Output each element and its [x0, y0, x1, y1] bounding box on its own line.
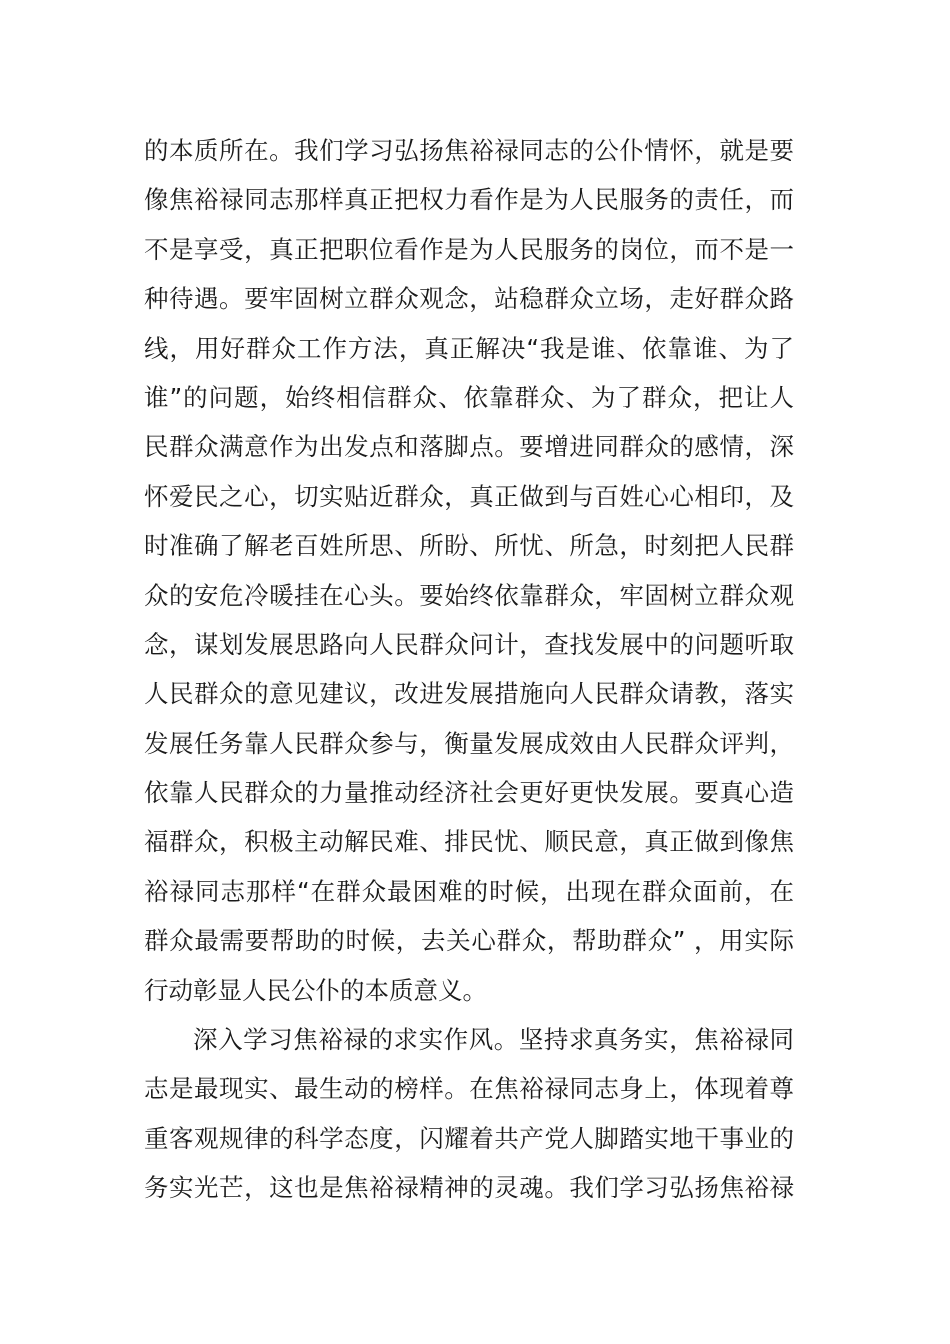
text-line: 深入学习焦裕禄的求实作风。坚持求真务实，焦裕禄同: [193, 1025, 794, 1055]
text-line: 行动彰显人民公仆的本质意义。: [144, 975, 487, 1005]
text-line: 的本质所在。我们学习弘扬焦裕禄同志的公仆情怀，就是要: [144, 136, 794, 165]
paragraph-practical-style: [144, 1015, 794, 1213]
text-line: 志是最现实、最生动的榜样。在焦裕禄同志身上，体现着尊: [144, 1074, 794, 1104]
text-line: 务实光芒，这也是焦裕禄精神的灵魂。我们学习弘扬焦裕禄: [144, 1173, 794, 1203]
text-line: 福群众，积极主动解民难、排民忧、顺民意，真正做到像焦: [144, 827, 794, 857]
text-line: 重客观规律的科学态度，闪耀着共产党人脚踏实地干事业的: [144, 1123, 794, 1153]
text-line: 念，谋划发展思路向人民群众问计，查找发展中的问题听取: [144, 629, 794, 659]
text-line: 不是享受，真正把职位看作是为人民服务的岗位，而不是一: [144, 234, 794, 264]
text-line: 发展任务靠人民群众参与，衡量发展成效由人民群众评判，: [144, 728, 794, 758]
text-line: 群众最需要帮助的时候，去关心群众，帮助群众” ，用实际: [144, 926, 794, 956]
document-body: [144, 126, 794, 1213]
text-line: 时准确了解老百姓所思、所盼、所忧、所急，时刻把人民群: [144, 531, 794, 561]
text-line: 线，用好群众工作方法，真正解决“我是谁、依靠谁、为了: [144, 333, 794, 363]
text-line: 依靠人民群众的力量推动经济社会更好更快发展。要真心造: [144, 778, 794, 808]
text-line: 谁”的问题，始终相信群众、依靠群众、为了群众，把让人: [144, 382, 794, 412]
text-line: 民群众满意作为出发点和落脚点。要增进同群众的感情，深: [144, 432, 794, 462]
text-line: 像焦裕禄同志那样真正把权力看作是为人民服务的责任，而: [144, 185, 794, 215]
text-line: 怀爱民之心，切实贴近群众，真正做到与百姓心心相印，及: [144, 481, 794, 511]
text-line: 人民群众的意见建议，改进发展措施向人民群众请教，落实: [144, 679, 794, 709]
text-line: 裕禄同志那样“在群众最困难的时候，出现在群众面前，在: [144, 876, 794, 906]
text-line: 种待遇。要牢固树立群众观念，站稳群众立场，走好群众路: [144, 284, 794, 314]
text-line: 众的安危冷暖挂在心头。要始终依靠群众，牢固树立群众观: [144, 580, 794, 610]
paragraph-public-servant: [144, 126, 794, 1015]
